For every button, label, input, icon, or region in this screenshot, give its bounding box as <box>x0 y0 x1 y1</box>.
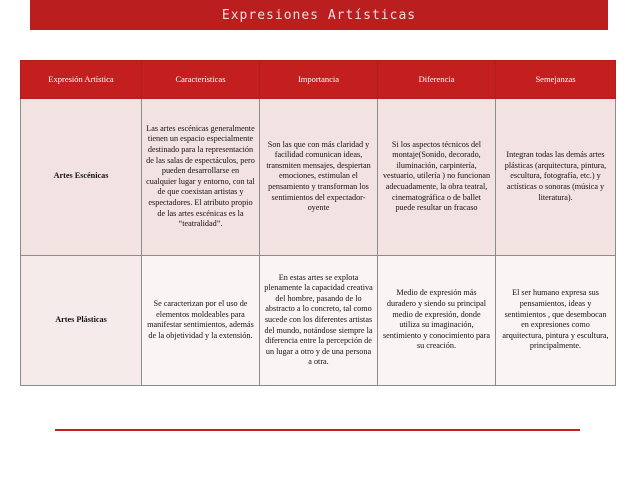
table-row <box>21 255 616 385</box>
cell-caracteristicas: Las artes escénicas generalmente tienen un espacio especialmente destinado para la representación de las salas de espectáculos, pero pueden desarrollarse en cualquier lugar y entorno, con tal de que coexistan artistas y espectadores. El atributo propio de las artes escénicas es la “teatralidad”. <box>142 99 260 256</box>
cell-semejanzas: Integran todas las demás artes plásticas (arquitectura, pintura, escultura, fotografía, etc.) y actísticas o sonoras (música y literatura). <box>496 99 616 256</box>
page-title: Expresiones Artísticas <box>221 7 417 23</box>
cell-diferencia: Si los aspectos técnicos del montaje(Sonido, decorado, iluminación, carpintería, vestuario, utilería ) no funcionan adecuadamente, la obra teatral, cinematográfica o de ballet puede resultar un fracaso <box>378 99 496 256</box>
header-caracteristicas: Características <box>142 61 260 99</box>
cell-diferencia: Medio de expresión más duradero y siendo su principal medio de expresión, donde utiliza su imaginación, sentimiento y conocimiento para su creación. <box>378 255 496 385</box>
cell-caracteristicas: Se caracterizan por el uso de elementos moldeables para manifestar sentimientos, además de la objetividad y la extensión. <box>142 255 260 385</box>
header-diferencia: Diferencia <box>378 61 496 99</box>
header-semejanzas: Semejanzas <box>496 61 616 99</box>
header-importancia: Importancia <box>260 61 378 99</box>
row-label-escenicas: Artes Escénicas <box>21 99 142 256</box>
table-row <box>21 99 616 256</box>
table-header-row <box>21 61 616 99</box>
bottom-divider <box>55 429 580 431</box>
comparison-table <box>20 60 616 386</box>
cell-semejanzas: El ser humano expresa sus pensamientos, ideas y sentimientos , que desembocan en expresiones como arquitectura, pintura y escultura, principalmente. <box>496 255 616 385</box>
header-expresion: Expresión Artística <box>21 61 142 99</box>
title-bar <box>30 0 608 30</box>
cell-importancia: En estas artes se explota plenamente la capacidad creativa del hombre, pasando de lo abstracto a lo concreto, tal como sucede con los diferentes artistas del mundo, notándose siempre la diferencia entre la percepción de un lugar a otro y de una persona a otra. <box>260 255 378 385</box>
row-label-plasticas: Artes Plásticas <box>21 255 142 385</box>
cell-importancia: Son las que con más claridad y facilidad comunican ideas, transmiten mensajes, despiertan emociones, estimulan el pensamiento y transforman los sentimientos del expectador-oyente <box>260 99 378 256</box>
